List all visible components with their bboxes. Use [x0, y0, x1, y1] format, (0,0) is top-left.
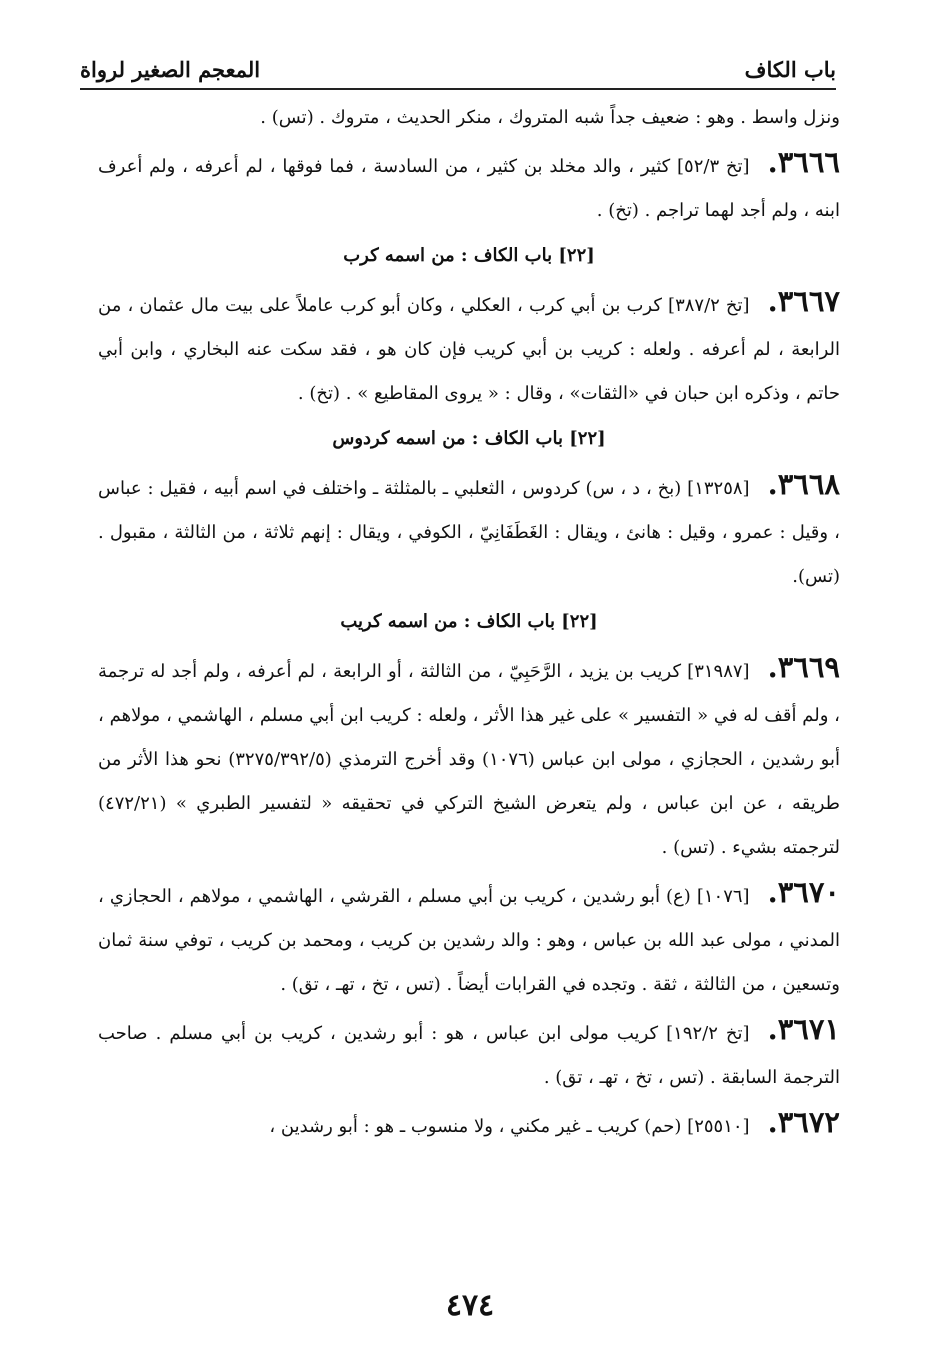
entry-number: ٣٦٦٨.	[767, 467, 840, 501]
entry-text: [١٠٧٦] (ع) أبو رشدين ، كريب بن أبي مسلم ، القرشي ، الهاشمي ، مولاهم ، الحجازي ، المدني ، مولى عبد الله بن عباس ، وهو : والد رشدين بن كريب ، ومحمد بن كريب ، توفي سنة ثمان وتسعين ، من الثالثة ، ثقة . وتجده في القرابات أيضاً . (تس ، تخ ، تهـ ، تق) .	[98, 886, 840, 995]
intro-paragraph: ونزل واسط . وهو : ضعيف جداً شبه المتروك ، منكر الحديث ، متروك . (تس) .	[260, 107, 840, 128]
entry-text: [تخ ١٩٢/٢] كريب مولى ابن عباس ، هو : أبو رشدين ، كريب بن أبي مسلم . صاحب الترجمة السابقة . (تس ، تخ ، تهـ ، تق) .	[98, 1023, 840, 1088]
entry-text: [تخ ٣٨٧/٢] كرب بن أبي كرب ، العكلي ، وكان أبو كرب عاملاً على بيت مال عثمان ، من الرابعة ، لم أعرفه . ولعله : كريب بن أبي كريب فإن كان هو ، فقد سكت عنه البخاري ، وابن أبي حاتم ، وذكره ابن حبان في «الثقات» ، وقال : « يروى المقاطيع » . (تخ) .	[98, 295, 840, 404]
header-book-title: المعجم الصغير لرواة	[80, 57, 261, 82]
entry-3671	[98, 1007, 840, 1100]
section-heading-kurayb: [٢٢] باب الكاف : من اسمه كريب	[340, 611, 598, 632]
header-chapter-title: باب الكاف	[744, 57, 836, 82]
entry-number: ٣٦٧٠.	[767, 875, 840, 909]
entry-text: [٢٥٥١٠] (حم) كريب ـ غير مكني ، ولا منسوب ـ هو : أبو رشدين ،	[269, 1116, 750, 1137]
entry-3667	[98, 279, 840, 416]
entry-number: ٣٦٧١.	[767, 1012, 841, 1046]
entry-3669	[98, 645, 840, 870]
entry-3672	[98, 1100, 840, 1149]
entry-3668	[98, 462, 840, 599]
entry-text: [تخ ٥٢/٣] كثير ، والد مخلد بن كثير ، من السادسة ، فما فوقها ، لم أعرفه ، ولم أعرف ابنه ، ولم أجد لهما تراجم . (تخ) .	[98, 156, 840, 221]
entry-3666	[98, 140, 840, 233]
entry-number: ٣٦٧٢.	[767, 1105, 840, 1139]
section-heading-kardus: [٢٢] باب الكاف : من اسمه كردوس	[332, 428, 606, 449]
entry-text: [١٣٢٥٨] (بخ ، د ، س) كردوس ، الثعلبي ـ بالمثلثة ـ واختلف في اسم أبيه ، فقيل : عباس ، وقيل : عمرو ، وقيل : هانئ ، ويقال : الغَطَفَانِيّ ، الكوفي ، ويقال : إنهم ثلاثة ، من الثالثة ، مقبول . (تس).	[98, 478, 840, 587]
page-body	[98, 96, 840, 1149]
page-number: ٤٧٤	[445, 1288, 495, 1323]
entry-text: [٣١٩٨٧] كريب بن يزيد ، الرَّحَبِيّ ، من الثالثة ، أو الرابعة ، لم أعرفه ، ولم أجد له ترجمة ، ولم أقف له في « التفسير » على غير هذا الأثر ، ولعله : كريب ابن أبي مسلم ، الهاشمي ، مولاهم ، أبو رشدين ، الحجازي ، مولى ابن عباس (١٠٧٦) وقد أخرج الترمذي (٣٢٧٥/٣٩٢/٥) نحو هذا الأثر من طريقه ، عن ابن عباس ، ولم يتعرض الشيخ التركي في تحقيقه « لتفسير الطبري » (٤٧٢/٢١) لترجمته بشيء . (تس) .	[98, 661, 840, 858]
entry-number: ٣٦٦٩.	[767, 650, 840, 684]
section-heading-karb: [٢٢] باب الكاف : من اسمه كرب	[343, 245, 595, 266]
entry-number: ٣٦٦٦.	[767, 145, 841, 179]
entry-number: ٣٦٦٧.	[767, 284, 840, 318]
page-header	[80, 38, 836, 90]
entry-3670	[98, 870, 840, 1007]
